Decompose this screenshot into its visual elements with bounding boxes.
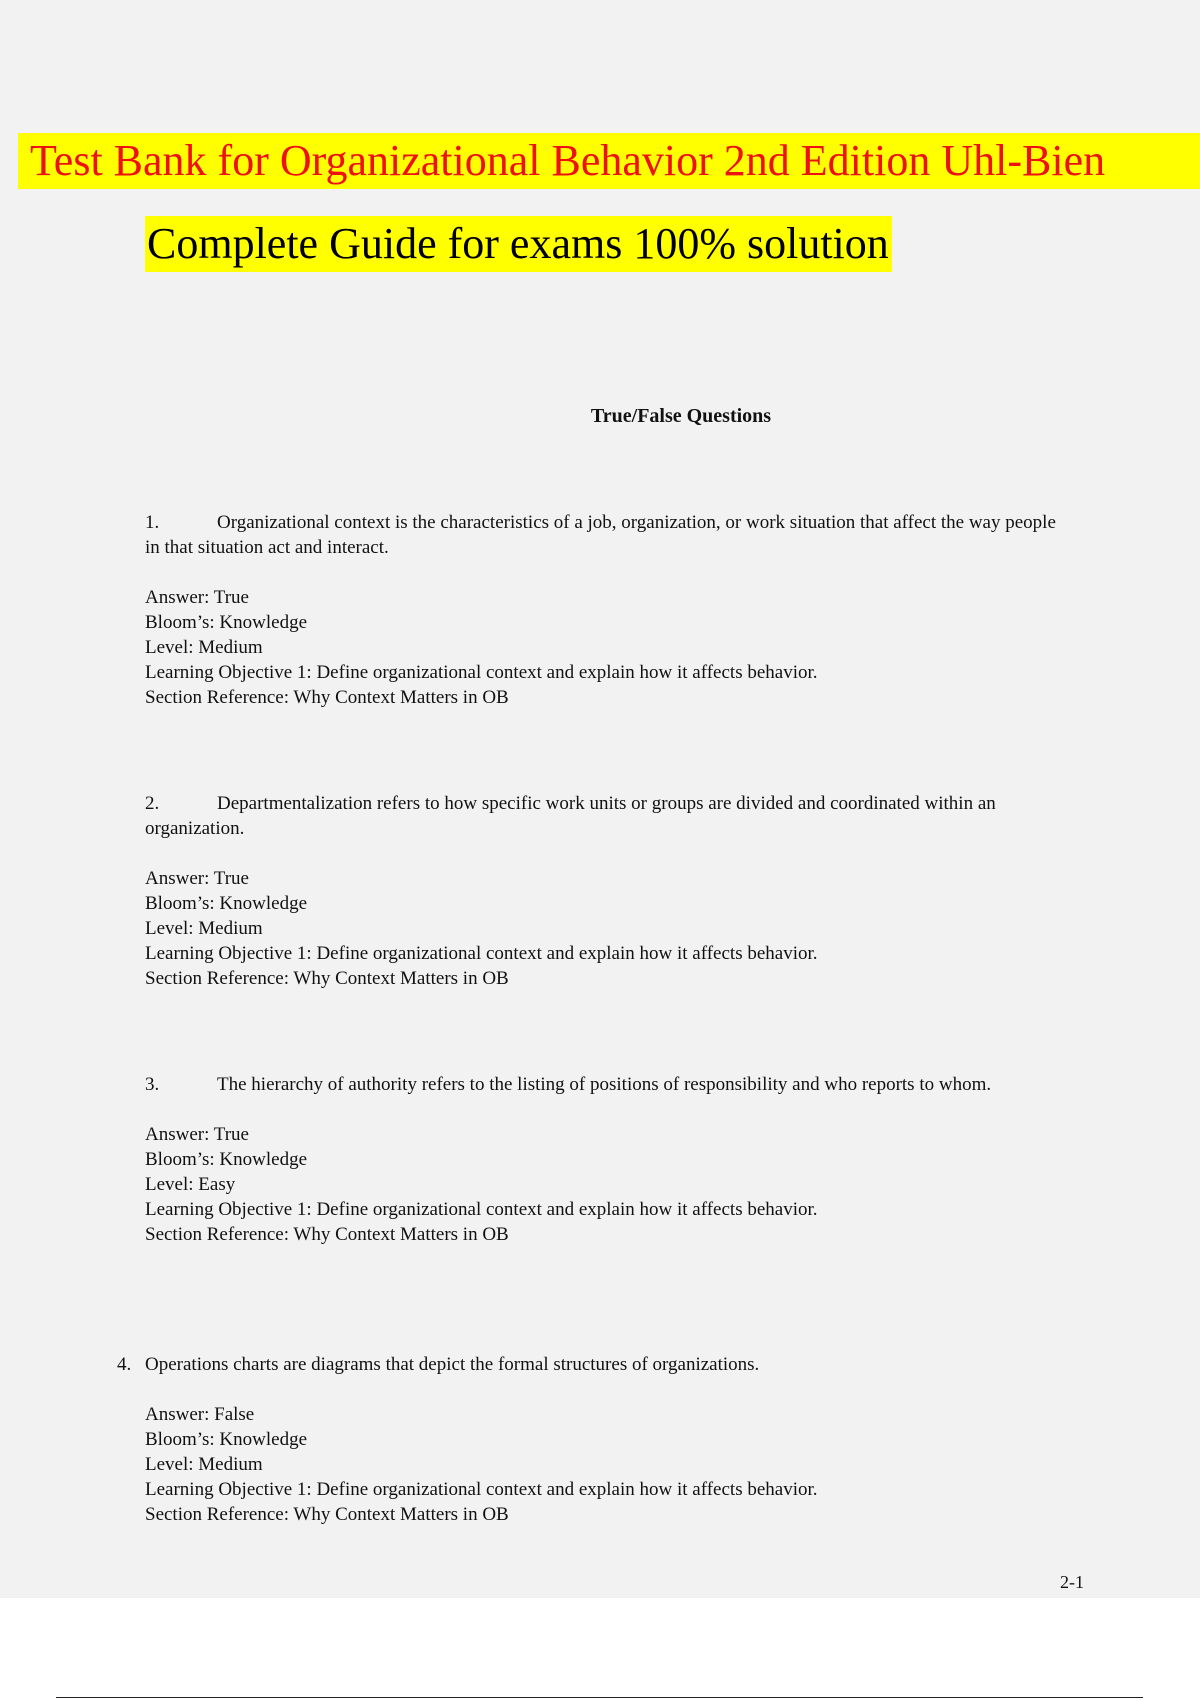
question-4-answer: Answer: False <box>145 1404 255 1425</box>
question-1-number: 1. <box>145 512 160 533</box>
question-3-answer: Answer: True <box>145 1124 249 1145</box>
question-1-text: Organizational context is the characteristics of a job, organization, or work situation that affect the way people in that situation act and interact. <box>145 512 1056 558</box>
question-4-reference: Section Reference: Why Context Matters in OB <box>145 1504 509 1525</box>
section-heading: True/False Questions <box>590 405 772 427</box>
question-3-number: 3. <box>145 1074 160 1095</box>
document-title-line-1: Test Bank for Organizational Behavior 2nd Edition Uhl-Bien <box>18 133 1200 189</box>
question-3-text: The hierarchy of authority refers to the listing of positions of responsibility and who reports to whom. <box>217 1074 992 1095</box>
question-3 <box>145 1072 1065 1247</box>
bottom-divider <box>56 1697 1143 1698</box>
question-4-level: Level: Medium <box>145 1454 263 1475</box>
question-4-meta <box>145 1402 1065 1527</box>
question-2-blooms: Bloom’s: Knowledge <box>145 893 308 914</box>
question-1-answer: Answer: True <box>145 587 249 608</box>
question-3-objective: Learning Objective 1: Define organizational context and explain how it affects behavior. <box>145 1199 818 1220</box>
question-2-text: Departmentalization refers to how specific work units or groups are divided and coordinated within an organization. <box>145 793 996 839</box>
question-2-reference: Section Reference: Why Context Matters in OB <box>145 968 509 989</box>
question-4 <box>117 1352 1065 1527</box>
question-2-objective: Learning Objective 1: Define organizational context and explain how it affects behavior. <box>145 943 818 964</box>
question-3-reference: Section Reference: Why Context Matters in OB <box>145 1224 509 1245</box>
question-1-reference: Section Reference: Why Context Matters in OB <box>145 687 509 708</box>
question-2-number: 2. <box>145 793 160 814</box>
question-4-objective: Learning Objective 1: Define organizational context and explain how it affects behavior. <box>145 1479 818 1500</box>
question-3-level: Level: Easy <box>145 1174 236 1195</box>
question-3-meta <box>145 1122 1065 1247</box>
question-4-blooms: Bloom’s: Knowledge <box>145 1429 308 1450</box>
question-2-level: Level: Medium <box>145 918 263 939</box>
document-title-line-2: Complete Guide for exams 100% solution <box>145 216 892 272</box>
question-1-objective: Learning Objective 1: Define organizational context and explain how it affects behavior. <box>145 662 818 683</box>
question-2-meta <box>145 866 1065 991</box>
question-4-text-block <box>117 1352 1065 1377</box>
question-1 <box>145 510 1065 710</box>
question-2 <box>145 791 1065 991</box>
question-2-answer: Answer: True <box>145 868 249 889</box>
page-number: 2-1 <box>1060 1572 1084 1592</box>
question-1-blooms: Bloom’s: Knowledge <box>145 612 308 633</box>
question-3-text-block <box>145 1072 1065 1097</box>
question-1-meta <box>145 585 1065 710</box>
question-1-level: Level: Medium <box>145 637 263 658</box>
question-4-text: Operations charts are diagrams that depict the formal structures of organizations. <box>145 1354 760 1375</box>
question-3-blooms: Bloom’s: Knowledge <box>145 1149 308 1170</box>
question-4-number: 4. <box>117 1354 132 1375</box>
question-1-text-block <box>145 510 1065 560</box>
question-2-text-block <box>145 791 1065 841</box>
